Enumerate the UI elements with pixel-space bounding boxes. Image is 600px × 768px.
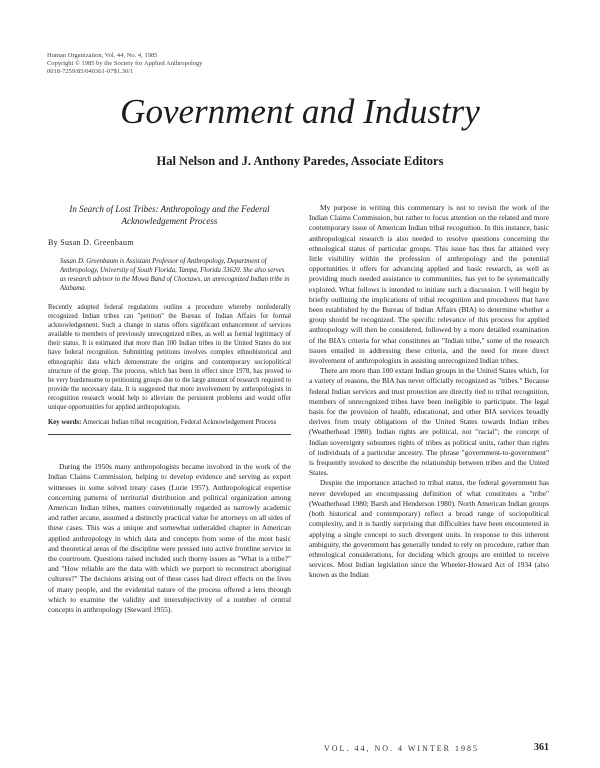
page-number: 361 [534,742,549,753]
right-body-paragraph-3: Despite the importance attached to tribal status, the federal government has never developed an encompassing definition of what constitutes a "tribe" (Weatherhead 1980; Barsh and Henderson 1980). North American Indian groups (both historical and contemporary) reflect a broad range of sociopolitical complexity, and it is hardly surprising that difficulties have been encountered in applying a single concept to such divergent units. In response to this inherent ambiguity, the government has generally tended to rely on procedure, rather than ethnological considerations, for deciding which groups are entitled to receive services. Most Indian legislation since the Wheeler-Howard Act of 1934 (also known as the Indian [309,478,549,580]
right-body-paragraph-2: There are more than 100 extant Indian groups in the United States which, for a variety of reasons, the BIA has never officially recognized as "tribes." Because federal Indian services and trust protection are directly tied to tribal recognition, members of unrecognized tribes have been ineligible to participate. The legal basis for the provision of health, educational, and other BIA services broadly derives from treaty obligations of the United States towards Indian tribes (Weatherhead 1980). Indian rights are political, not "racial"; the concept of Indian sovereignty subsumes rights of tribes as political units, rather than rights of individuals of a particular ancestry. The phrase "government-to-government" is frequently invoked to describe the relationship between tribes and the United States. [309,366,549,478]
left-body-paragraph: During the 1950s many anthropologists became involved in the work of the Indian Claims Commission, helping to develop evidence and serving as expert witnesses in some solved treaty cases (Lurie 1957). Anthropological expertise concerning patterns of territorial distribution and political organization among American Indian tribes, matters conventionally regarded as narrowly academic and rather arcane, assumed a distinctly practical value for attorneys on all sides of these cases. This was a unique and somewhat unheralded chapter in American applied anthropology in which data and concepts from some of the most basic and theoretical areas of the discipline were pressed into active frontline service in the courtroom. Questions raised included such thorny issues as "What is a tribe?" and "How reliable are the data with which we purport to reconstruct aboriginal cultures?" The decisions arising out of these cases had direct effects on the lives of many people, and the evidential nature of the process offered a lens through which to examine the validity and intersubjectivity of a number of central concepts in anthropology (Steward 1955). [48,462,291,615]
keywords-text: American Indian tribal recognition, Federal Acknowledgement Process [82,419,277,427]
article-author: By Susan D. Greenbaum [48,238,134,247]
article-title: In Search of Lost Tribes: Anthropology and the Federal Acknowledgement Process [69,204,270,226]
right-column [309,203,549,581]
left-column [48,203,291,615]
section-editors: Hal Nelson and J. Anthony Paredes, Associate Editors [156,154,444,168]
header-copyright: Copyright © 1985 by the Society for Applied Anthropology [47,60,203,67]
section-title: Government and Industry [120,92,480,131]
footer-journal: VOL. 44, NO. 4 WINTER 1985 [324,744,479,753]
keywords [48,418,291,427]
header-citation: Human Organization, Vol. 44, No. 4, 1985 [47,52,158,59]
header-issn: 0018-7259/85/040361-07$1.30/1 [47,68,134,75]
keywords-label: Key words: [48,419,82,427]
right-body-paragraph-1: My purpose in writing this commentary is not to revisit the work of the Indian Claims Commission, but rather to focus attention on the related and more contemporary issue of American Indian tribal recognition. In this instance, basic anthropological research is also needed to resolve questions concerning the ethnological status of particular groups. This issue has thus far attained very little visibility within the profession of anthropology and the potential opportunities it offers for advancing applied and basic research, as well as providing much needed assistance to communities, has yet to be systematically explored. What follows is intended to initiate such a discussion. I will begin by briefly outlining the implications of tribal recognition and procedures that have been established by the Bureau of Indian Affairs (BIA) to determine whether a group should be recognized. The specific relevance of this process for applied anthropology will then be considered, followed by a more detailed examination of the BIA's criteria for what constitutes an "Indian tribe," some of the research issues entailed in addressing these criteria, and the need for more direct involvement of anthropologists in assisting unrecognized Indian tribes. [309,203,549,366]
abstract: Recently adopted federal regulations outline a procedure whereby nonfederally recognized Indian tribes can "petition" the Bureau of Indian Affairs for formal acknowledgement. Such a change in status offers significant enhancement of services available to members of previously unrecognized tribes, as well as formal legitimacy of their status. It is estimated that more than 100 Indian tribes in the United States do not have federal recognition. Submitting petitions involves complex ethnohistorical and ethnographic data which demonstrate the origins and contemporary sociopolitical structure of the group. The process, which has been in effect since 1978, has proved to be very burdensome to petitioning groups due to the large amount of research required to provide the necessary data. It is suggested that more involvement by anthropologists in recognition research would help to alleviate the persistent problems and would offer unique opportunities for applied anthropologists. [48,304,291,412]
abstract-divider [48,434,291,435]
journal-header [47,52,203,76]
author-note: Susan D. Greenbaum is Assistant Professor of Anthropology, Department of Anthropology, University of South Florida, Tampa, Florida 33620. She also serves as research advisor to the Mowa Band of Choctaws, an unrecognized Indian tribe in Alabama. [60,258,290,292]
